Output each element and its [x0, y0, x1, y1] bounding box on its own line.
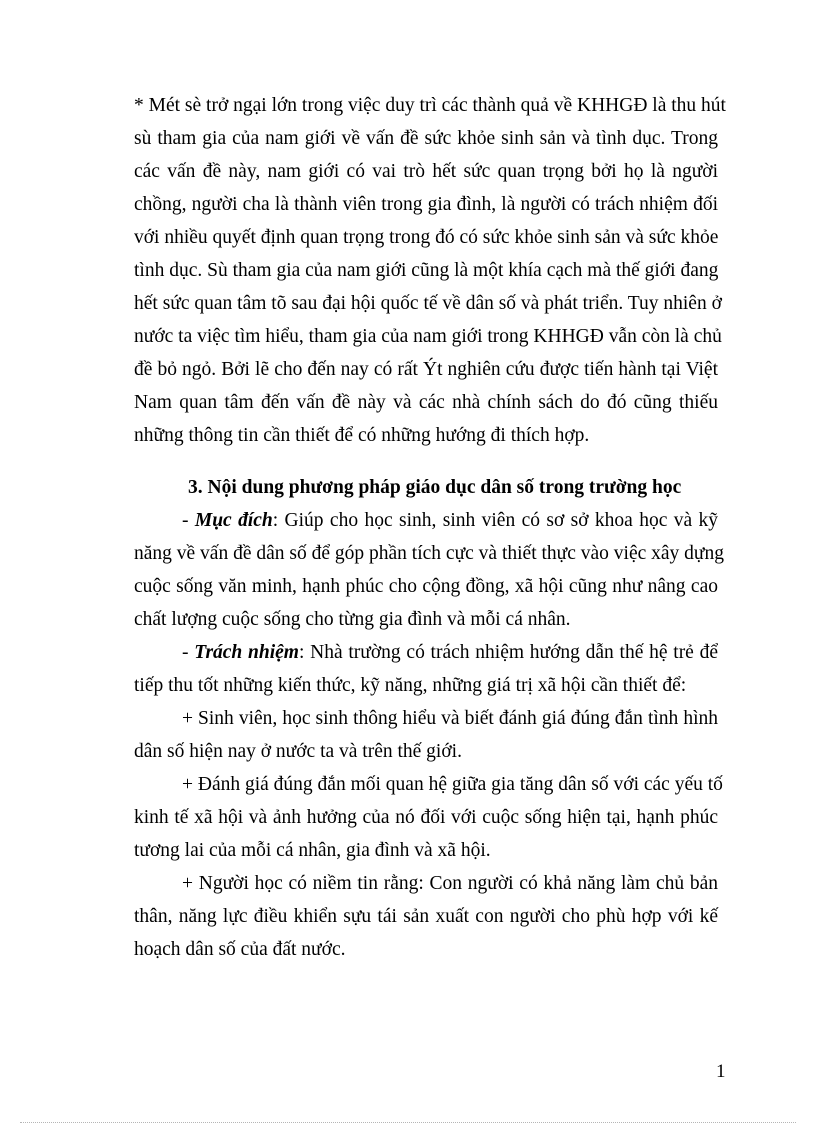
paragraph1-line-3: các vấn đề này, nam giới có vai trò hết sức quan trọng bởi họ là người — [134, 161, 718, 182]
paragraph1-line-11: những thông tin cần thiết để có những hướng đi thích hợp. — [134, 425, 590, 446]
paragraph1-line-5: với nhiều quyết định quan trọng trong đó có sức khỏe sinh sản và sức khỏe — [134, 227, 719, 248]
bullet1-line-2: dân số hiện nay ở nước ta và trên thế giới. — [134, 741, 462, 762]
responsibility-label: Trách nhiệm — [194, 642, 299, 663]
bullet1-line-1: + Sinh viên, học sinh thông hiểu và biết đánh giá đúng đắn tình hình — [182, 708, 718, 729]
purpose-prefix: - — [182, 510, 195, 531]
purpose-line-4: chất lượng cuộc sống cho từng gia đình và mỗi cá nhân. — [134, 609, 571, 630]
paragraph1-line-1: * Mét sè trở ngại lớn trong việc duy trì các thành quả về KHHGĐ là thu hút — [134, 95, 726, 116]
bullet3-line-3: hoạch dân số của đất nước. — [134, 939, 346, 960]
paragraph1-line-4: chồng, người cha là thành viên trong gia đình, là người có trách nhiệm đối — [134, 194, 718, 215]
paragraph1-line-10: Nam quan tâm đến vấn đề này và các nhà chính sách do đó cũng thiếu — [134, 392, 718, 413]
paragraph1-line-2: sù tham gia của nam giới về vấn đề sức khỏe sinh sản và tình dục. Trong — [134, 128, 718, 149]
page-number: 1 — [716, 1061, 726, 1082]
paragraph1-line-6: tình dục. Sù tham gia của nam giới cũng là một khía cạch mà thế giới đang — [134, 260, 719, 281]
purpose-label: Mục đích — [194, 510, 273, 531]
purpose-line-1 — [182, 509, 718, 533]
bullet2-line-2: kinh tế xã hội và ảnh hưởng của nó đối với cuộc sống hiện tại, hạnh phúc — [134, 807, 718, 828]
paragraph1-line-7: hết sức quan tâm tõ sau đại hội quốc tế về dân số và phát triển. Tuy nhiên ở — [134, 293, 722, 314]
purpose-text: : Giúp cho học sinh, sinh viên có sơ sở khoa học và kỹ — [272, 510, 718, 531]
section-heading: 3. Nội dung phương pháp giáo dục dân số trong trường học — [188, 477, 682, 498]
bullet2-line-1: + Đánh giá đúng đắn mối quan hệ giữa gia tăng dân số với các yếu tố — [182, 774, 723, 795]
bullet3-line-2: thân, năng lực điều khiển sựu tái sản xuất con người cho phù hợp với kế — [134, 906, 718, 927]
purpose-line-3: cuộc sống văn minh, hạnh phúc cho cộng đồng, xã hội cũng như nâng cao — [134, 576, 718, 597]
purpose-line-2: năng về vấn đề dân số để góp phần tích cực và thiết thực vào việc xây dựng — [134, 543, 724, 564]
bullet3-line-1: + Người học có niềm tin rằng: Con người có khả năng làm chủ bản — [182, 873, 718, 894]
bullet2-line-3: tương lai của mỗi cá nhân, gia đình và xã hội. — [134, 840, 491, 861]
responsibility-line-1 — [182, 641, 718, 665]
responsibility-prefix: - — [182, 642, 195, 663]
paragraph1-line-8: nước ta việc tìm hiểu, tham gia của nam giới trong KHHGĐ vẫn còn là chủ — [134, 326, 722, 347]
paragraph1-line-9: đề bỏ ngỏ. Bởi lẽ cho đến nay có rất Ýt nghiên cứu được tiến hành tại Việt — [134, 359, 718, 380]
responsibility-text: : Nhà trường có trách nhiệm hướng dẫn thế hệ trẻ để — [298, 642, 718, 663]
responsibility-line-2: tiếp thu tốt những kiến thức, kỹ năng, những giá trị xã hội cần thiết để: — [134, 675, 687, 696]
